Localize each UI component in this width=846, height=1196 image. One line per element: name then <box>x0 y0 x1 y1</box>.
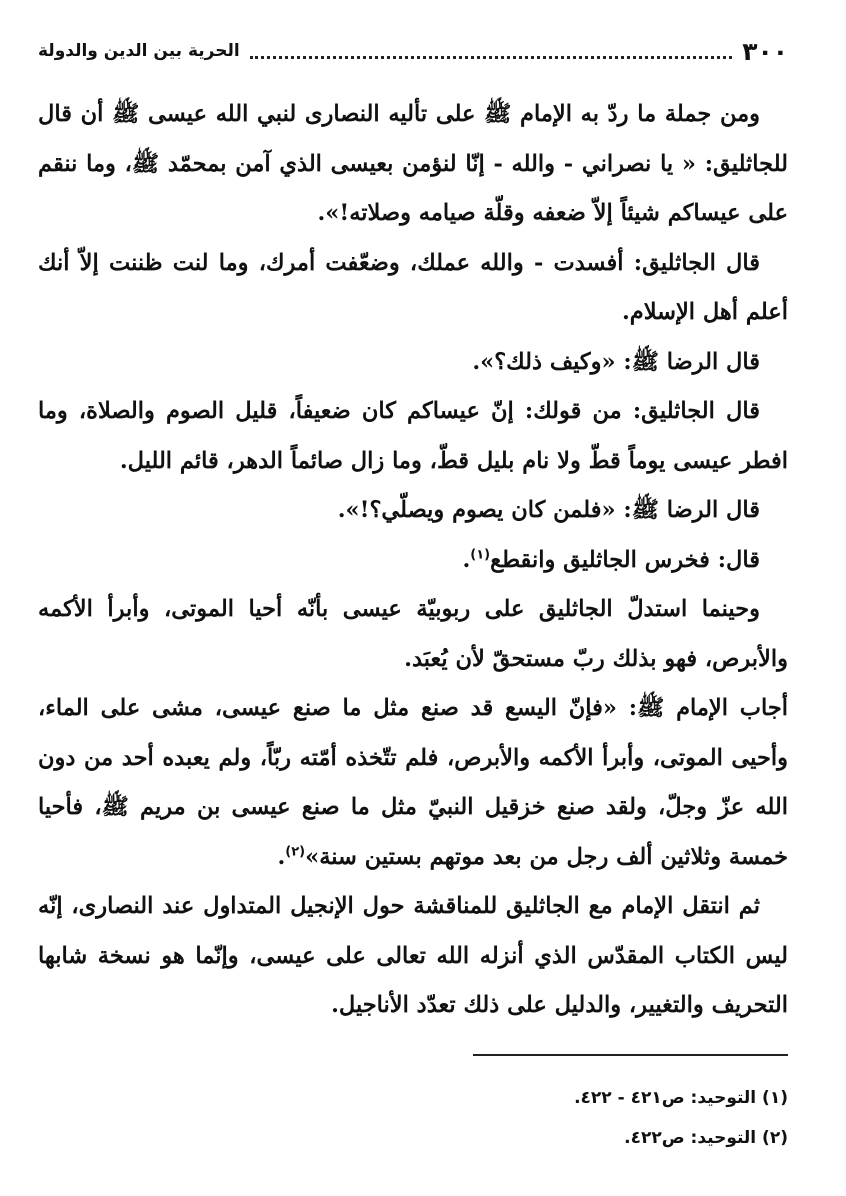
book-page <box>38 0 788 1196</box>
footnote-ref-1: (١) <box>470 547 491 562</box>
paragraph: قال الرضا ﷺ: «فلمن كان يصوم ويصلّي؟!». <box>337 497 760 523</box>
paragraph: قال الرضا ﷺ: «وكيف ذلك؟». <box>472 348 760 375</box>
paragraph: قال الجاثليق: من قولك: إنّ عيساكم كان ضعيفاً، قليل الصوم والصلاة، وما افطر عيسى يوماً قطّ ولا نام بليل قطّ، وما زال صائماً الدهر، قائم الليل. <box>38 398 788 474</box>
footnote-2: (٢) التوحيد: ص٤٢٢. <box>624 1128 788 1148</box>
page-number: ٣٠٠ <box>742 36 788 66</box>
running-header <box>38 34 788 68</box>
paragraph: وحينما استدلّ الجاثليق على ربوبيّة عيسى بأنّه أحيا الموتى، وأبرأ الأكمه والأبرص، فهو بذلك ربّ مستحقّ لأن يُعبَد. <box>38 596 788 672</box>
header-dotted-leader <box>250 56 733 59</box>
running-title: الحرية بين الدين والدولة <box>38 41 240 61</box>
paragraph-with-footnote: أجاب الإمام ﷺ: «فإنّ اليسع قد صنع مثل ما صنع عيسى، مشى على الماء، وأحيى الموتى، وأبرأ الأكمه والأبرص، فلم تتّخذه أمّته ربّاً، ولم يعبده أحد من دون الله عزّ وجلّ، ولقد صنع خزقيل النبيّ مثل ما صنع عيسى بن مريم ﷺ، فأحيا خمسة وثلاثين ألف رجل من بعد موتهم بستين سنة»$^{(٢)}$. <box>38 695 788 870</box>
footnote-ref-2: (٢) <box>285 844 306 859</box>
paragraph: ثم انتقل الإمام مع الجاثليق للمناقشة حول الإنجيل المتداول عند النصارى، إنّه ليس الكتاب المقدّس الذي أنزله الله تعالى على عيسى، وإنّما هو نسخة شابها التحريف والتغيير، والدليل على ذلك تعدّد الأناجيل. <box>38 893 788 1018</box>
body-text <box>38 90 788 1031</box>
footnote-1: (١) التوحيد: ص٤٢١ - ٤٢٢. <box>574 1088 788 1108</box>
paragraph-with-footnote: قال: فخرس الجاثليق وانقطع$^{(١)}$. <box>462 546 760 573</box>
paragraph-text: قال: فخرس الجاثليق وانقطع <box>490 546 760 573</box>
paragraph: ومن جملة ما ردّ به الإمام ﷺ على تأليه النصارى لنبي الله عيسى ﷺ أن قال للجاثليق: « يا نصراني - والله - إنّا لنؤمن بعيسى الذي آمن بمحمّد ﷺ، وما ننقم على عيساكم شيئاً إلاّ ضعفه وقلّة صيامه وصلاته!». <box>38 101 788 226</box>
paragraph: قال الجاثليق: أفسدت - والله عملك، وضعّفت أمرك، وما لنت ظننت إلاّ أنك أعلم أهل الإسلام. <box>38 249 788 325</box>
paragraph-text: أجاب الإمام ﷺ: «فإنّ اليسع قد صنع مثل ما صنع عيسى، مشى على الماء، وأحيى الموتى، وأبرأ الأكمه والأبرص، فلم تتّخذه أمّته ربّاً، ولم يعبده أحد من دون الله عزّ وجلّ، ولقد صنع خزقيل النبيّ مثل ما صنع عيسى بن مريم ﷺ، فأحيا خمسة وثلاثين ألف رجل من بعد موتهم بستين سنة» <box>38 695 788 870</box>
footnote-separator <box>473 1054 788 1056</box>
footnotes <box>38 1078 788 1158</box>
